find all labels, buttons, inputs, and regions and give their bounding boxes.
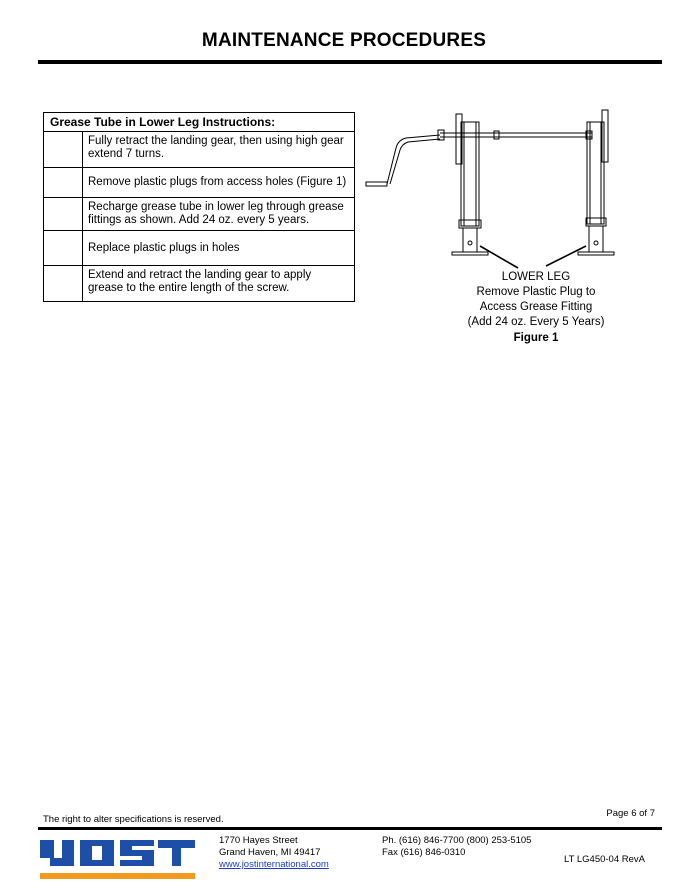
company-address (219, 835, 329, 871)
website-link[interactable]: www.jostinternational.com (219, 859, 329, 870)
caption-line: (Add 24 oz. Every 5 Years) (467, 316, 605, 328)
instructions-header-row (44, 113, 355, 132)
instructions-heading: Grease Tube in Lower Leg Instructions: (44, 113, 355, 132)
page-number: Page 6 of 7 (606, 808, 655, 819)
instruction-step-2: Remove plastic plugs from access holes (Figure 1) (83, 168, 355, 198)
step-number-cell (44, 168, 83, 198)
step-number-cell (44, 266, 83, 302)
address-city: Grand Haven, MI 49417 (219, 847, 321, 858)
caption-line: Access Grease Fitting (479, 301, 593, 313)
caption-line: LOWER LEG (501, 271, 571, 283)
instruction-step-3: Recharge grease tube in lower leg through grease fittings as shown. Add 24 oz. every 5 years. (83, 198, 355, 231)
rights-notice: The right to alter specifications is reserved. (43, 814, 224, 825)
instruction-row (44, 132, 355, 168)
fax-line: Fax (616) 846-0310 (382, 847, 466, 858)
step-number-cell (44, 198, 83, 231)
document-number: LT LG450-04 RevA (564, 854, 645, 865)
caption-line: Remove Plastic Plug to (476, 286, 596, 298)
instruction-row (44, 168, 355, 198)
instruction-step-5: Extend and retract the landing gear to apply grease to the entire length of the screw. (83, 266, 355, 302)
instruction-step-4: Replace plastic plugs in holes (83, 231, 355, 266)
address-street: 1770 Hayes Street (219, 835, 298, 846)
contact-numbers (382, 835, 531, 859)
instructions-table (43, 112, 355, 302)
step-number-cell (44, 231, 83, 266)
figure-label: Figure 1 (513, 332, 559, 344)
instruction-row (44, 231, 355, 266)
landing-gear-diagram (360, 100, 660, 275)
page-title: MAINTENANCE PROCEDURES (201, 30, 487, 51)
phone-line: Ph. (616) 846-7700 (800) 253-5105 (382, 835, 532, 846)
instruction-step-1: Fully retract the landing gear, then using high gear extend 7 turns. (83, 132, 355, 168)
jost-logo (40, 836, 195, 881)
instruction-row (44, 198, 355, 231)
figure-caption (450, 270, 622, 330)
step-number-cell (44, 132, 83, 168)
instruction-row (44, 266, 355, 302)
title-divider (38, 60, 662, 64)
footer-divider (38, 827, 662, 830)
